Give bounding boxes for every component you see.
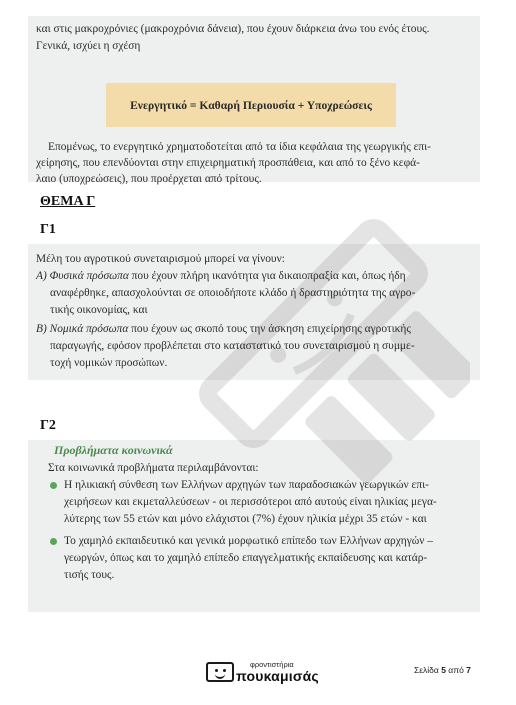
page-total: 7 [466,665,471,675]
item-text: που έχουν ως σκοπό τους την άσκηση επιχείρησης αγροτικής [128,323,411,335]
page-number [414,665,471,675]
logo-subtitle: φροντιστήρια [250,660,294,669]
logo-wordmark: πουκαμισάς [236,668,319,684]
item-label: A) [36,270,47,282]
text-line: τισής τους. [64,569,115,581]
subsection-title-g1: Γ1 [40,222,56,237]
list-item-b [36,322,411,336]
text-line: Το χαμηλό εκπαιδευτικό και γενικά μορφωτικό επίπεδο των Ελλήνων αρχηγών – [64,535,433,547]
text-line: αναφέρθηκε, απασχολούνται σε οποιοδήποτε κλάδο ή δραστηριότητα της αγρο- [50,287,416,299]
formula-box [106,83,396,127]
subsection-title-g2: Γ2 [40,418,56,433]
text-line: λαιο (υποχρεώσεις), που προέρχεται από τρίτους. [36,173,262,185]
text-line: τοχή νομικών προσώπων. [50,357,168,369]
answer-panel-3 [28,440,480,612]
item-label: B) [36,323,47,335]
text-line: χείρησης, που επενδύονται στην επιχειρηματική προσπάθεια, και από το ξένο κεφά- [36,157,420,169]
text-line: Επομένως, το ενεργητικό χρηματοδοτείται από τα ίδια κεφάλαια της γεωργικής επι- [48,141,431,153]
answer-panel-1 [28,16,480,185]
text-line: Στα κοινωνικά προβλήματα περιλαμβάνονται: [48,462,259,474]
formula-text: Ενεργητικό = Καθαρή Περιουσία + Υποχρεώσεις [130,98,372,112]
section-title: ΘΕΜΑ Γ [40,194,96,209]
text-line: τικής οικονομίας, και [50,304,148,316]
page-prefix: Σελίδα [414,665,442,675]
brand-logo [206,660,336,690]
list-item-a [36,269,406,283]
item-text: που έχουν πλήρη ικανότητα για δικαιοπραξία και, όπως ήδη [128,270,406,282]
bullet-icon [50,482,57,489]
logo-mark-icon [206,662,234,682]
bullet-icon [50,538,57,545]
text-line: λύτερης των 55 ετών και μόνο ελάχιστοι (7%) έχουν ηλικία μέχρι 35 ετών - και [64,513,427,525]
text-line: Μέλη του αγροτικού συνεταιρισμού μπορεί να γίνουν: [36,253,285,265]
text-line: Η ηλικιακή σύνθεση των Ελλήνων αρχηγών των παραδοσιακών γεωργικών επι- [64,479,429,491]
text-line: γεωργών, όπως και το χαμηλό επίπεδο επαγγελματικής εκπαίδευσης και κατάρ- [64,552,428,564]
panel-heading: Προβλήματα κοινωνικά [54,443,173,457]
page-mid: από [445,665,467,675]
text-line: χειρήσεων και εκμεταλλεύσεων - οι περισσότεροι από αυτούς είναι ηλικίας μεγα- [64,496,437,508]
text-line: παραγωγής, εφόσον προβλέπεται στο καταστατικό του συνεταιρισμού η συμμε- [50,340,415,352]
page-current: 5 [441,665,446,675]
text-line: Γενικά, ισχύει η σχέση [36,40,141,52]
text-line: και στις μακροχρόνιες (μακροχρόνια δάνεια), που έχουν διάρκεια άνω του ενός έτους. [36,23,430,35]
answer-panel-2 [28,244,480,380]
item-term: Νομικά πρόσωπα [49,323,129,335]
item-term: Φυσικά πρόσωπα [49,270,129,282]
